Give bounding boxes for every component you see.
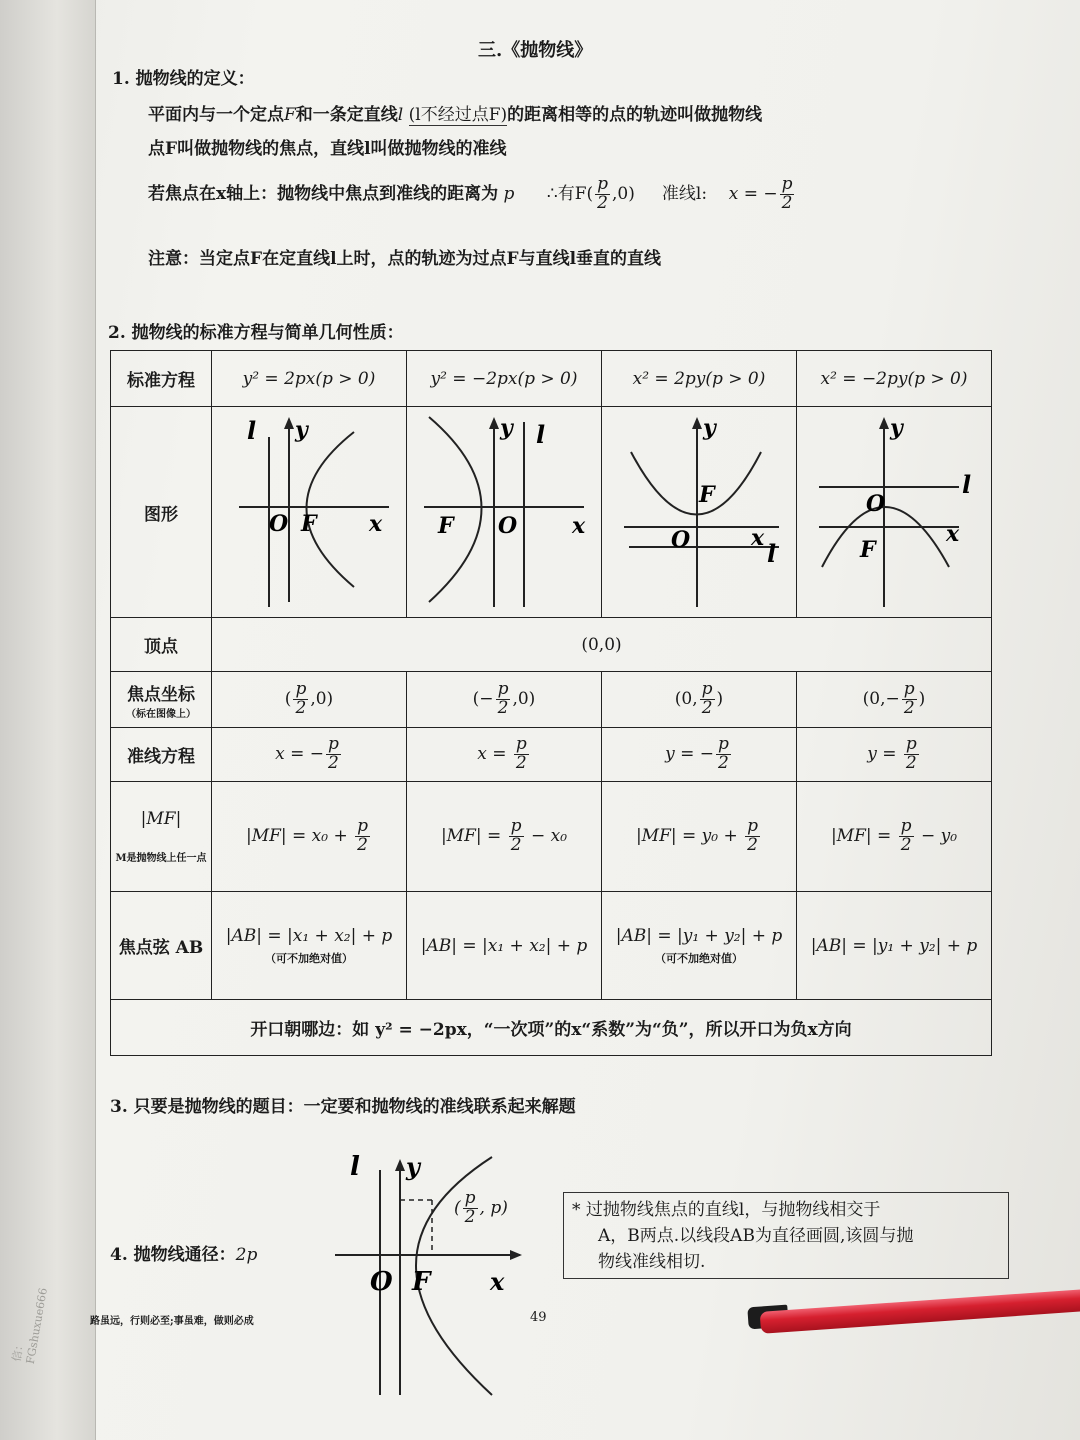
tangent-circle-note: * 过抛物线焦点的直线l，与抛物线相交于 A，B两点.以线段AB为直径画圆,该圆与抛 物线准线相切.	[563, 1192, 1009, 1279]
opening-direction-row	[111, 1000, 992, 1056]
definition-note: 注意：当定点F在定直线l上时，点的轨迹为过点F与直线l垂直的直线	[148, 249, 662, 269]
facing-page-edge	[0, 0, 96, 1440]
red-pen	[760, 1288, 1080, 1334]
label-y: y	[406, 1152, 420, 1181]
side-watermark: 信：FGshuxue666	[9, 1286, 50, 1366]
label-l: l	[350, 1152, 360, 1182]
mf-cell: |MF| = $\frac{p}{2}$ − x₀	[407, 782, 602, 892]
equation-cell: x² = −2py(p > 0)	[797, 351, 992, 407]
label-O: O	[671, 527, 691, 553]
row-header-vertex: 顶点	[111, 618, 212, 672]
focus-cell: (0,− $\frac{p}{2}$ )	[797, 672, 992, 728]
mf-row	[111, 782, 992, 892]
parabola-left-svg	[414, 407, 594, 612]
focus-cell: (0, $\frac{p}{2}$ )	[602, 672, 797, 728]
label-x: x	[751, 525, 765, 551]
label-l: l	[767, 539, 777, 568]
label-l: l	[962, 470, 972, 499]
mf-cell: |MF| = $\frac{p}{2}$ − y₀	[797, 782, 992, 892]
label-x: x	[369, 511, 383, 537]
latus-point-label: ( $\frac{p}{2}$ , p)	[454, 1188, 508, 1227]
label-y: y	[295, 417, 308, 443]
label-x: x	[946, 521, 960, 547]
label-y: y	[890, 415, 903, 441]
chord-cell: |AB| = |y₁ + y₂| + p	[797, 892, 992, 1000]
graph-down-opening	[797, 407, 992, 618]
parabola-up-svg	[609, 407, 789, 612]
row-header-figure: 图形	[111, 407, 212, 618]
equation-cell: y² = −2px(p > 0)	[407, 351, 602, 407]
label-F: F	[699, 482, 715, 508]
label-F: F	[860, 537, 876, 563]
label-F: F	[438, 513, 454, 539]
label-F: F	[412, 1267, 431, 1297]
graph-right-opening	[212, 407, 407, 618]
mf-cell: |MF| = x₀ + $\frac{p}{2}$	[212, 782, 407, 892]
footer-motto: 路虽远，行则必至;事虽难，做则必成	[90, 1316, 254, 1327]
tip-3: 3. 只要是抛物线的题目：一定要和抛物线的准线联系起来解题	[110, 1097, 576, 1117]
latus-heading: 4. 抛物线通径：2p	[110, 1245, 258, 1265]
section-title: 三.《抛物线》	[478, 40, 593, 61]
latus-rectum-graph	[330, 1145, 530, 1400]
definition-line1: 平面内与一个定点F和一条定直线l (l不经过点F)的距离相等的点的轨迹叫做抛物线	[148, 105, 763, 125]
opening-direction-note: 开口朝哪边：如 y² = −2px，“一次项”的x“系数”为“负”，所以开口为负x方向	[111, 1000, 992, 1056]
parabola-right-svg	[219, 407, 399, 612]
parabola-properties-table	[110, 350, 992, 1056]
definition-line3: 若焦点在x轴上：抛物线中焦点到准线的距离为 p ∴有F( $\frac{p}{2}$ ,0) 准线l: x = − $\frac{p}{2}$	[148, 174, 793, 213]
focus-cell: ( $\frac{p}{2}$ ,0)	[212, 672, 407, 728]
chord-cell: |AB| = |y₁ + y₂| + p （可不加绝对值）	[602, 892, 797, 1000]
definition-line2: 点F叫做抛物线的焦点，直线l叫做抛物线的准线	[148, 139, 507, 159]
graph-left-opening	[407, 407, 602, 618]
label-l: l	[247, 416, 257, 445]
label-O: O	[370, 1267, 393, 1297]
row-header-chord: 焦点弦 AB	[111, 892, 212, 1000]
row-header-equation: 标准方程	[111, 351, 212, 407]
directrix-cell: x = − $\frac{p}{2}$	[212, 728, 407, 782]
figure-row	[111, 407, 992, 618]
equation-cell: x² = 2py(p > 0)	[602, 351, 797, 407]
parabola-down-svg	[804, 407, 984, 612]
label-F: F	[301, 511, 317, 537]
definition-heading: 1. 抛物线的定义：	[112, 69, 255, 89]
label-O: O	[269, 511, 289, 537]
graph-up-opening	[602, 407, 797, 618]
label-y: y	[703, 415, 716, 441]
chord-cell: |AB| = |x₁ + x₂| + p （可不加绝对值）	[212, 892, 407, 1000]
page-number: 49	[530, 1310, 547, 1325]
mf-cell: |MF| = y₀ + $\frac{p}{2}$	[602, 782, 797, 892]
label-O: O	[498, 513, 518, 539]
row-header-focus: 焦点坐标 （标在图像上）	[111, 672, 212, 728]
chord-row	[111, 892, 992, 1000]
equation-cell: y² = 2px(p > 0)	[212, 351, 407, 407]
label-l: l	[536, 420, 546, 449]
row-header-directrix: 准线方程	[111, 728, 212, 782]
focus-cell: (− $\frac{p}{2}$ ,0)	[407, 672, 602, 728]
equation-row	[111, 351, 992, 407]
label-x: x	[490, 1267, 505, 1296]
label-y: y	[500, 415, 513, 441]
label-x: x	[572, 513, 586, 539]
directrix-row	[111, 728, 992, 782]
vertex-value: (0,0)	[212, 618, 992, 672]
focus-row	[111, 672, 992, 728]
directrix-cell: y = $\frac{p}{2}$	[797, 728, 992, 782]
chord-note: （可不加绝对值）	[655, 951, 743, 965]
row-header-mf: |MF| M是抛物线上任一点	[111, 782, 212, 892]
label-O: O	[866, 491, 886, 517]
vertex-row	[111, 618, 992, 672]
chord-cell: |AB| = |x₁ + x₂| + p	[407, 892, 602, 1000]
directrix-cell: x = $\frac{p}{2}$	[407, 728, 602, 782]
directrix-cell: y = − $\frac{p}{2}$	[602, 728, 797, 782]
standard-heading: 2. 抛物线的标准方程与简单几何性质：	[108, 323, 404, 343]
chord-note: （可不加绝对值）	[265, 951, 353, 965]
